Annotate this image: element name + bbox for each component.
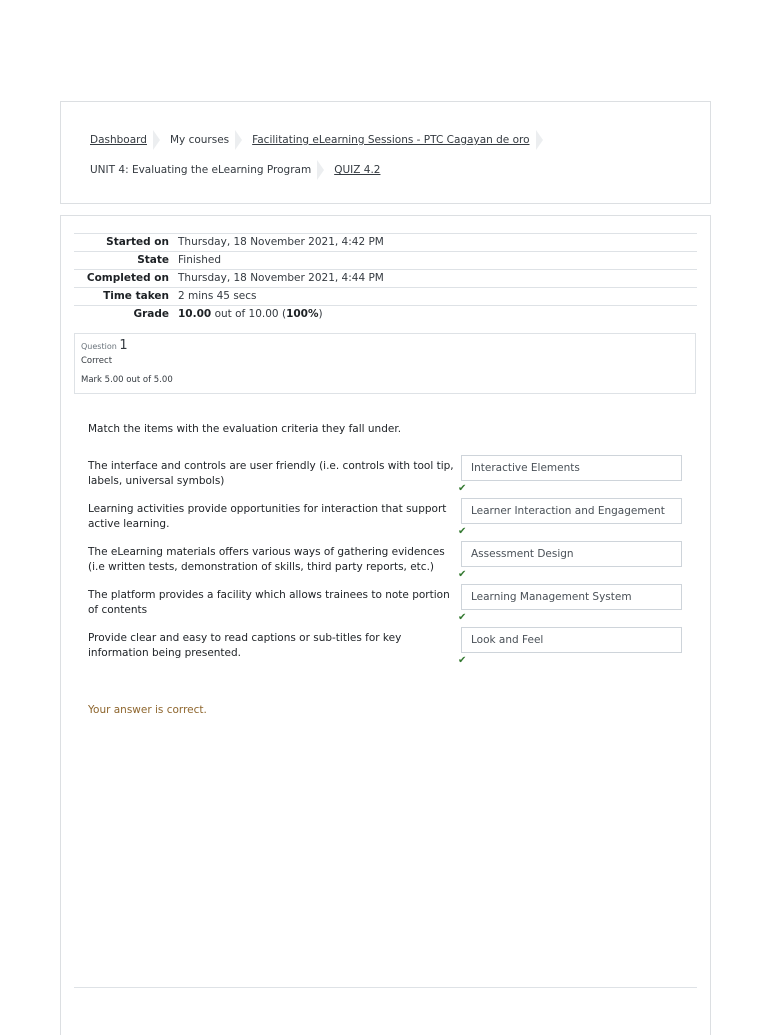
check-icon: ✔ xyxy=(458,612,467,623)
chevron-right-icon xyxy=(536,130,543,150)
check-icon: ✔ xyxy=(458,483,467,494)
breadcrumb-unit: UNIT 4: Evaluating the eLearning Program xyxy=(90,164,312,176)
state-value: Finished xyxy=(174,252,697,270)
chevron-right-icon xyxy=(235,130,242,150)
grade-out-of: out of 10.00 ( xyxy=(214,308,287,320)
breadcrumb-row-2 xyxy=(90,160,380,180)
time-label: Time taken xyxy=(74,288,174,306)
summary-row-completed xyxy=(74,270,697,288)
breadcrumb-row-1 xyxy=(90,130,553,150)
grade-close: ) xyxy=(318,308,323,320)
match-item-text: The platform provides a facility which allows trainees to note portion of contents xyxy=(88,589,450,616)
question-mark: Mark 5.00 out of 5.00 xyxy=(81,374,173,385)
match-answer-select[interactable]: Learner Interaction and Engagement xyxy=(461,498,682,524)
question-label: Question xyxy=(81,342,117,351)
breadcrumb-quiz-link[interactable]: QUIZ 4.2 xyxy=(334,164,381,176)
breadcrumb-dashboard-link[interactable]: Dashboard xyxy=(90,134,147,146)
question-prompt: Match the items with the evaluation criteria they fall under. xyxy=(88,423,402,435)
breadcrumb-my-courses: My courses xyxy=(169,134,230,146)
grade-value xyxy=(174,306,697,324)
question-info-box xyxy=(74,333,696,394)
state-label: State xyxy=(74,252,174,270)
summary-row-started xyxy=(74,234,697,252)
summary-row-time xyxy=(74,288,697,306)
quiz-review-panel xyxy=(60,215,711,1035)
grade-label: Grade xyxy=(74,306,174,324)
match-answer-select[interactable]: Interactive Elements xyxy=(461,455,682,481)
summary-row-state xyxy=(74,252,697,270)
match-item-text: The eLearning materials offers various ways of gathering evidences (i.e written tests, demonstration of skills, third party reports, etc.) xyxy=(88,546,445,573)
match-answer-select[interactable]: Learning Management System xyxy=(461,584,682,610)
match-item-text: The interface and controls are user friendly (i.e. controls with tool tip, labels, universal symbols) xyxy=(88,460,454,487)
summary-row-grade xyxy=(74,306,697,324)
chevron-right-icon xyxy=(153,130,160,150)
started-value: Thursday, 18 November 2021, 4:42 PM xyxy=(174,234,697,252)
grade-percent: 100% xyxy=(286,308,319,320)
check-icon: ✔ xyxy=(458,655,467,666)
completed-label: Completed on xyxy=(74,270,174,288)
answer-feedback: Your answer is correct. xyxy=(88,704,207,716)
match-item-text: Learning activities provide opportunities for interaction that support active learning. xyxy=(88,503,447,530)
question-state: Correct xyxy=(81,356,113,366)
started-label: Started on xyxy=(74,234,174,252)
match-answer-select[interactable]: Look and Feel xyxy=(461,627,682,653)
match-answer-select[interactable]: Assessment Design xyxy=(461,541,682,567)
question-number: 1 xyxy=(119,338,128,353)
completed-value: Thursday, 18 November 2021, 4:44 PM xyxy=(174,270,697,288)
breadcrumb-course-link[interactable]: Facilitating eLearning Sessions - PTC Cagayan de oro xyxy=(252,134,530,146)
check-icon: ✔ xyxy=(458,569,467,580)
match-item-text: Provide clear and easy to read captions or sub-titles for key information being presented. xyxy=(88,632,402,659)
chevron-right-icon xyxy=(317,160,324,180)
breadcrumb xyxy=(60,101,711,204)
attempt-summary-table xyxy=(74,233,697,323)
divider xyxy=(74,987,697,988)
time-value: 2 mins 45 secs xyxy=(174,288,697,306)
check-icon: ✔ xyxy=(458,526,467,537)
grade-score: 10.00 xyxy=(178,308,212,320)
